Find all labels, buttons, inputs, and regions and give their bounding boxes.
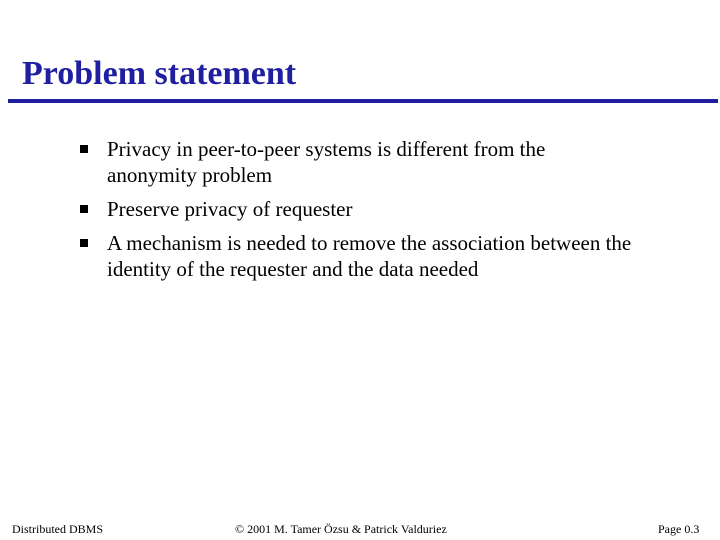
square-bullet-icon xyxy=(80,145,88,153)
title-divider xyxy=(8,99,718,103)
bullet-text: A mechanism is needed to remove the association between the identity of the requester and the data needed xyxy=(107,231,632,281)
bullet-item xyxy=(80,136,640,188)
bullet-text: Preserve privacy of requester xyxy=(107,197,353,221)
bullet-text: Privacy in peer-to-peer systems is different from the anonymity problem xyxy=(107,137,546,187)
square-bullet-icon xyxy=(80,205,88,213)
bullet-list xyxy=(80,136,640,290)
bullet-item xyxy=(80,230,640,282)
bullet-item xyxy=(80,196,640,222)
square-bullet-icon xyxy=(80,239,88,247)
footer-page-number: Page 0.3 xyxy=(658,522,700,536)
footer-copyright: © 2001 M. Tamer Özsu & Patrick Valduriez xyxy=(235,522,447,536)
footer-course-name: Distributed DBMS xyxy=(12,522,104,536)
slide-title: Problem statement xyxy=(22,55,297,92)
